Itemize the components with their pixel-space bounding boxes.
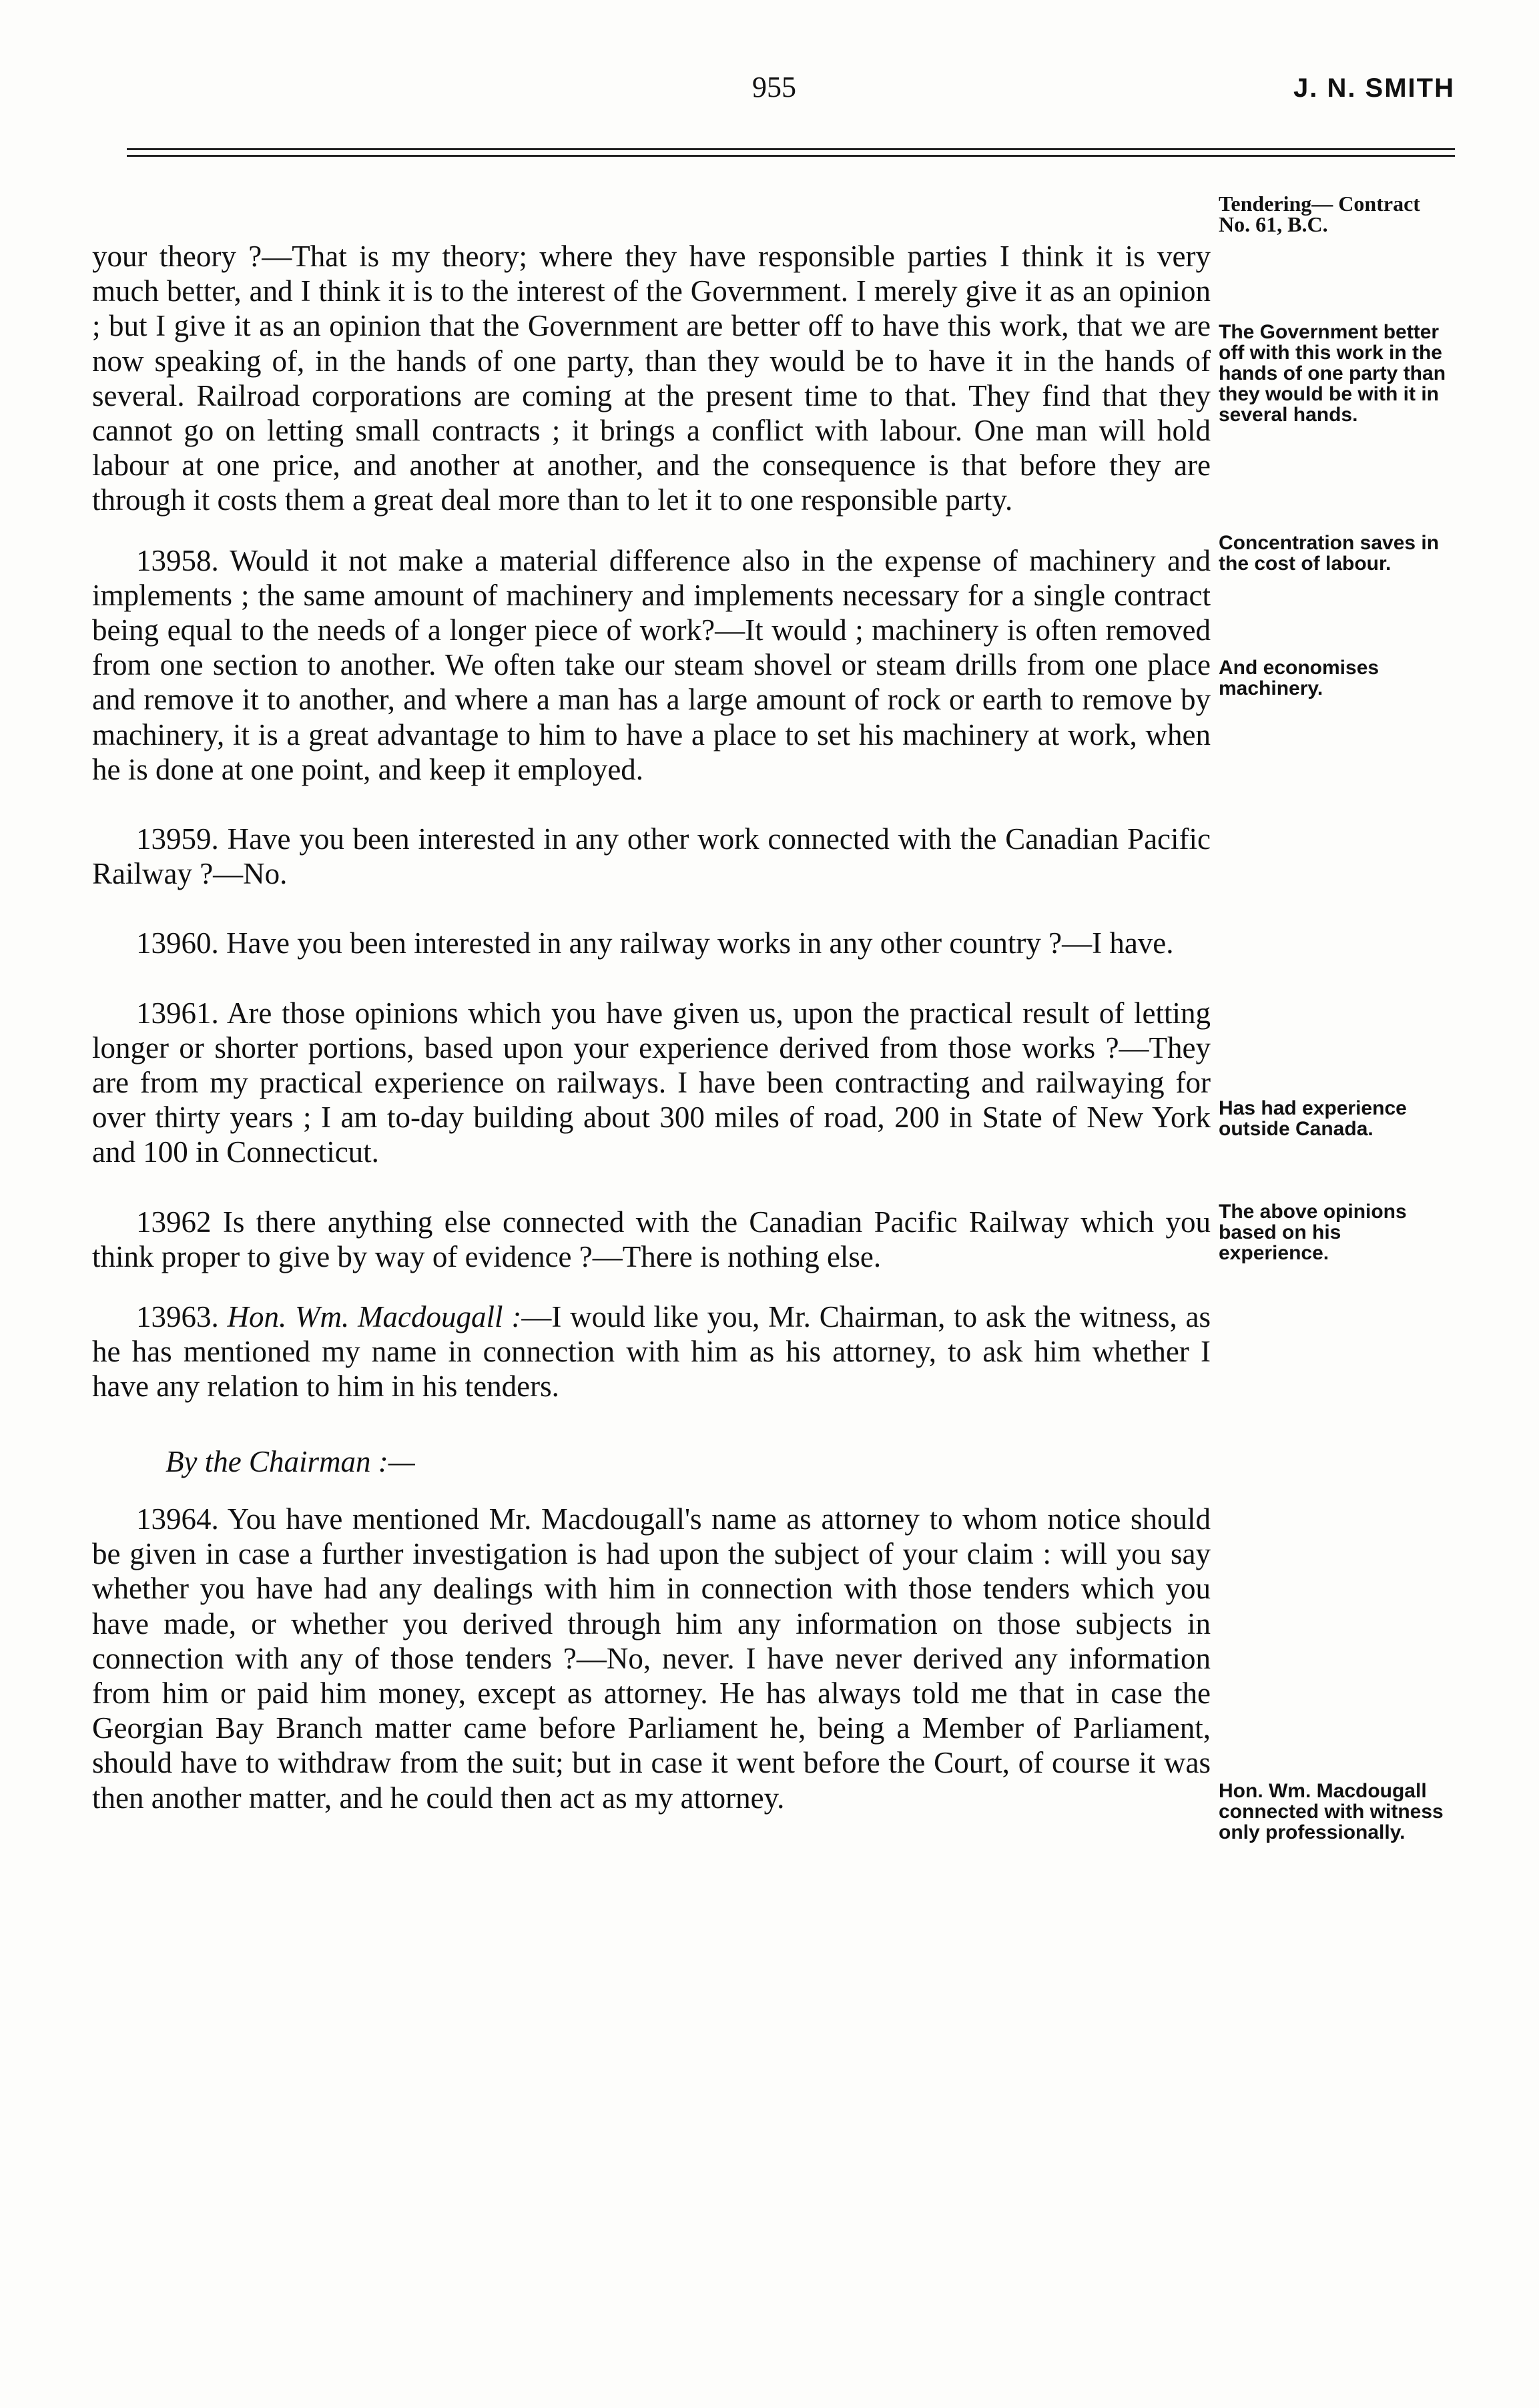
margin-note-economises: And economises machinery. xyxy=(1219,657,1379,699)
header-rule-bottom xyxy=(127,155,1455,157)
paragraph-13961: 13961. Are those opinions which you have given us, upon the practical result of letting longer or shorter portions, based upon your experience derived from those works ?—They are from my practical experience on railways. I have been contracting and railwaying for over thirty years ; I am to-day building about 300 miles of road, 200 in State of New York and 100 in Connecticut. xyxy=(92,996,1211,1169)
question-text: —I would like you, Mr. Chairman, to ask the witness, as he has mentioned my name in connection with him as his attorney, to ask him whether I have any relation to him in his tenders. xyxy=(92,1300,1211,1404)
margin-note-section: Tendering— Contract No. 61, B.C. xyxy=(1219,192,1420,236)
margin-note-experience-outside: Has had experience outside Canada. xyxy=(1219,1097,1407,1140)
header-rule-top xyxy=(127,148,1455,150)
paragraph-13958: 13958. Would it not make a material difference also in the expense of machinery and implements ; the same amount of machinery and implements necessary for a single contract being equal to the needs of a longer piece of work?—It would ; machinery is often removed from one section to another. We often take our steam shovel or steam drills from one place and remove it to another, and where a man has a large amount of rock or earth to remove by machinery, it is a great advantage to him to have a place to set his machinery at work, when he is done at one point, and keep it employed. xyxy=(92,543,1211,786)
margin-note-concentration: Concentration saves in the cost of labour. xyxy=(1219,532,1440,575)
margin-note-government-better-off: The Government better off with this work in the hands of one party than they would be with it in several hands. xyxy=(1219,321,1446,426)
page-number: 955 xyxy=(752,71,796,103)
margin-note-opinions-based: The above opinions based on his experience. xyxy=(1219,1201,1407,1264)
paragraph-13964: 13964. You have mentioned Mr. Macdougall's name as attorney to whom notice should be given in case a further investigation is had upon the subject of your claim : will you say whether you have had any dealings with him in connection with those tenders which you have made, or whether you derived through him any information on those subjects in connection with any of those tenders ?—No, never. I have never derived any information from him or paid him money, except as attorney. He has always told me that in case the Georgian Bay Branch matter came before Parliament he, being a Member of Parliament, should have to withdraw from the suit; but in case it went before the Court, of course it was then another matter, and he could then act as my attorney. xyxy=(92,1502,1211,1815)
question-number: 13963. xyxy=(136,1300,219,1334)
margin-note-macdougall: Hon. Wm. Macdougall connected with witness only professionally. xyxy=(1219,1780,1444,1843)
paragraph-13963 xyxy=(92,1299,1211,1404)
paragraph-13962: 13962 Is there anything else connected with the Canadian Pacific Railway which you think proper to give by way of evidence ?—There is nothing else. xyxy=(92,1205,1211,1273)
paragraph-13960: 13960. Have you been interested in any railway works in any other country ?—I have. xyxy=(136,926,1174,960)
subheading-by-the-chairman: By the Chairman :— xyxy=(166,1444,415,1478)
speaker-name: Hon. Wm. Macdougall : xyxy=(227,1300,522,1334)
body-text xyxy=(92,239,1211,1815)
paragraph-13959: 13959. Have you been interested in any other work connected with the Canadian Pacific Railway ?—No. xyxy=(92,822,1211,891)
running-head: J. N. SMITH xyxy=(1293,73,1455,103)
paragraph-continuation: your theory ?—That is my theory; where they have responsible parties I think it is very much better, and I think it is to the interest of the Government. I merely give it as an opinion ; but I give it as an opinion that the Government are better off to have this work, that we are now speaking of, in the hands of one party, than they would be to have it in the hands of several. Railroad corporations are coming at the present time to that. They find that they cannot go on letting small contracts ; it brings a conflict with labour. One man will hold labour at one price, and another at another, and the consequence is that before they are through it costs them a great deal more than to let it to one responsible party. xyxy=(92,240,1211,517)
